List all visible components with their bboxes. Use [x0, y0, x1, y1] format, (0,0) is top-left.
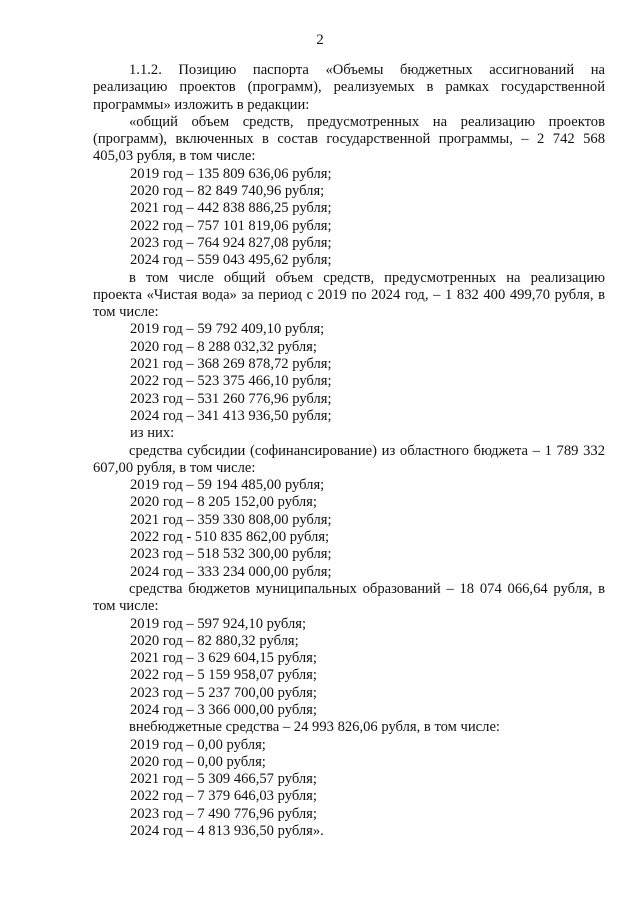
regional-subsidy-paragraph: средства субсидии (софинансирование) из областного бюджета – 1 789 332 607,00 рубля, в том числе:: [93, 442, 605, 476]
page-number: 2: [316, 32, 324, 48]
year-line: 2024 год – 3 366 000,00 рубля;: [130, 701, 317, 718]
year-line: 2023 год – 7 490 776,96 рубля;: [130, 805, 317, 822]
year-line: 2022 год - 510 835 862,00 рубля;: [130, 529, 330, 546]
year-line: 2021 год – 368 269 878,72 рубля;: [130, 356, 332, 373]
regional-subsidy-years: [93, 477, 605, 581]
clean-water-years: [93, 321, 605, 425]
total-funding-years: [93, 166, 605, 270]
year-line: 2021 год – 3 629 604,15 рубля;: [130, 650, 317, 667]
year-line: 2024 год – 333 234 000,00 рубля;: [130, 563, 332, 580]
extrabudgetary-paragraph: внебюджетные средства – 24 993 826,06 рубля, в том числе:: [129, 719, 500, 736]
year-line: 2019 год – 135 809 636,06 рубля;: [130, 165, 332, 182]
year-line: 2020 год – 82 880,32 рубля;: [130, 632, 299, 649]
year-line: 2024 год – 4 813 936,50 рубля».: [130, 823, 324, 840]
total-funding-paragraph: «общий объем средств, предусмотренных на реализацию проектов (программ), включенных в состав государственной программы, – 2 742 568 405,03 рубля, в том числе:: [93, 113, 605, 165]
year-line: 2023 год – 518 532 300,00 рубля;: [130, 546, 332, 563]
year-line: 2021 год – 359 330 808,00 рубля;: [130, 511, 332, 528]
year-line: 2024 год – 341 413 936,50 рубля;: [130, 407, 332, 424]
of-which-label: из них:: [130, 425, 175, 442]
year-line: 2023 год – 5 237 700,00 рубля;: [130, 684, 317, 701]
year-line: 2022 год – 523 375 466,10 рубля;: [130, 373, 332, 390]
year-line: 2023 год – 764 924 827,08 рубля;: [130, 234, 332, 251]
document-body: [93, 62, 605, 840]
year-line: 2022 год – 757 101 819,06 рубля;: [130, 217, 332, 234]
year-line: 2020 год – 82 849 740,96 рубля;: [130, 183, 325, 200]
year-line: 2020 год – 8 205 152,00 рубля;: [130, 494, 317, 511]
clean-water-paragraph: в том числе общий объем средств, предусмотренных на реализацию проекта «Чистая вода» за период с 2019 по 2024 год, – 1 832 400 499,70 рубля, в том числе:: [93, 269, 605, 321]
intro-paragraph: 1.1.2. Позицию паспорта «Объемы бюджетных ассигнований на реализацию проектов (программ), реализуемых в рамках государственной программы» изложить в редакции:: [93, 62, 605, 113]
year-line: 2020 год – 0,00 рубля;: [130, 753, 266, 770]
municipal-budgets-paragraph: средства бюджетов муниципальных образований – 18 074 066,64 рубля, в том числе:: [93, 580, 605, 615]
year-line: 2019 год – 0,00 рубля;: [130, 736, 266, 753]
year-line: 2019 год – 59 792 409,10 рубля;: [130, 321, 325, 338]
year-line: 2019 год – 597 924,10 рубля;: [130, 615, 306, 632]
year-line: 2022 год – 7 379 646,03 рубля;: [130, 788, 317, 805]
extrabudgetary-years: [93, 737, 605, 841]
year-line: 2019 год – 59 194 485,00 рубля;: [130, 477, 325, 494]
municipal-budgets-years: [93, 616, 605, 720]
year-line: 2024 год – 559 043 495,62 рубля;: [130, 252, 332, 269]
year-line: 2023 год – 531 260 776,96 рубля;: [130, 390, 332, 407]
year-line: 2020 год – 8 288 032,32 рубля;: [130, 338, 317, 355]
year-line: 2021 год – 5 309 466,57 рубля;: [130, 771, 317, 788]
year-line: 2021 год – 442 838 886,25 рубля;: [130, 200, 332, 217]
year-line: 2022 год – 5 159 958,07 рубля;: [130, 667, 317, 684]
